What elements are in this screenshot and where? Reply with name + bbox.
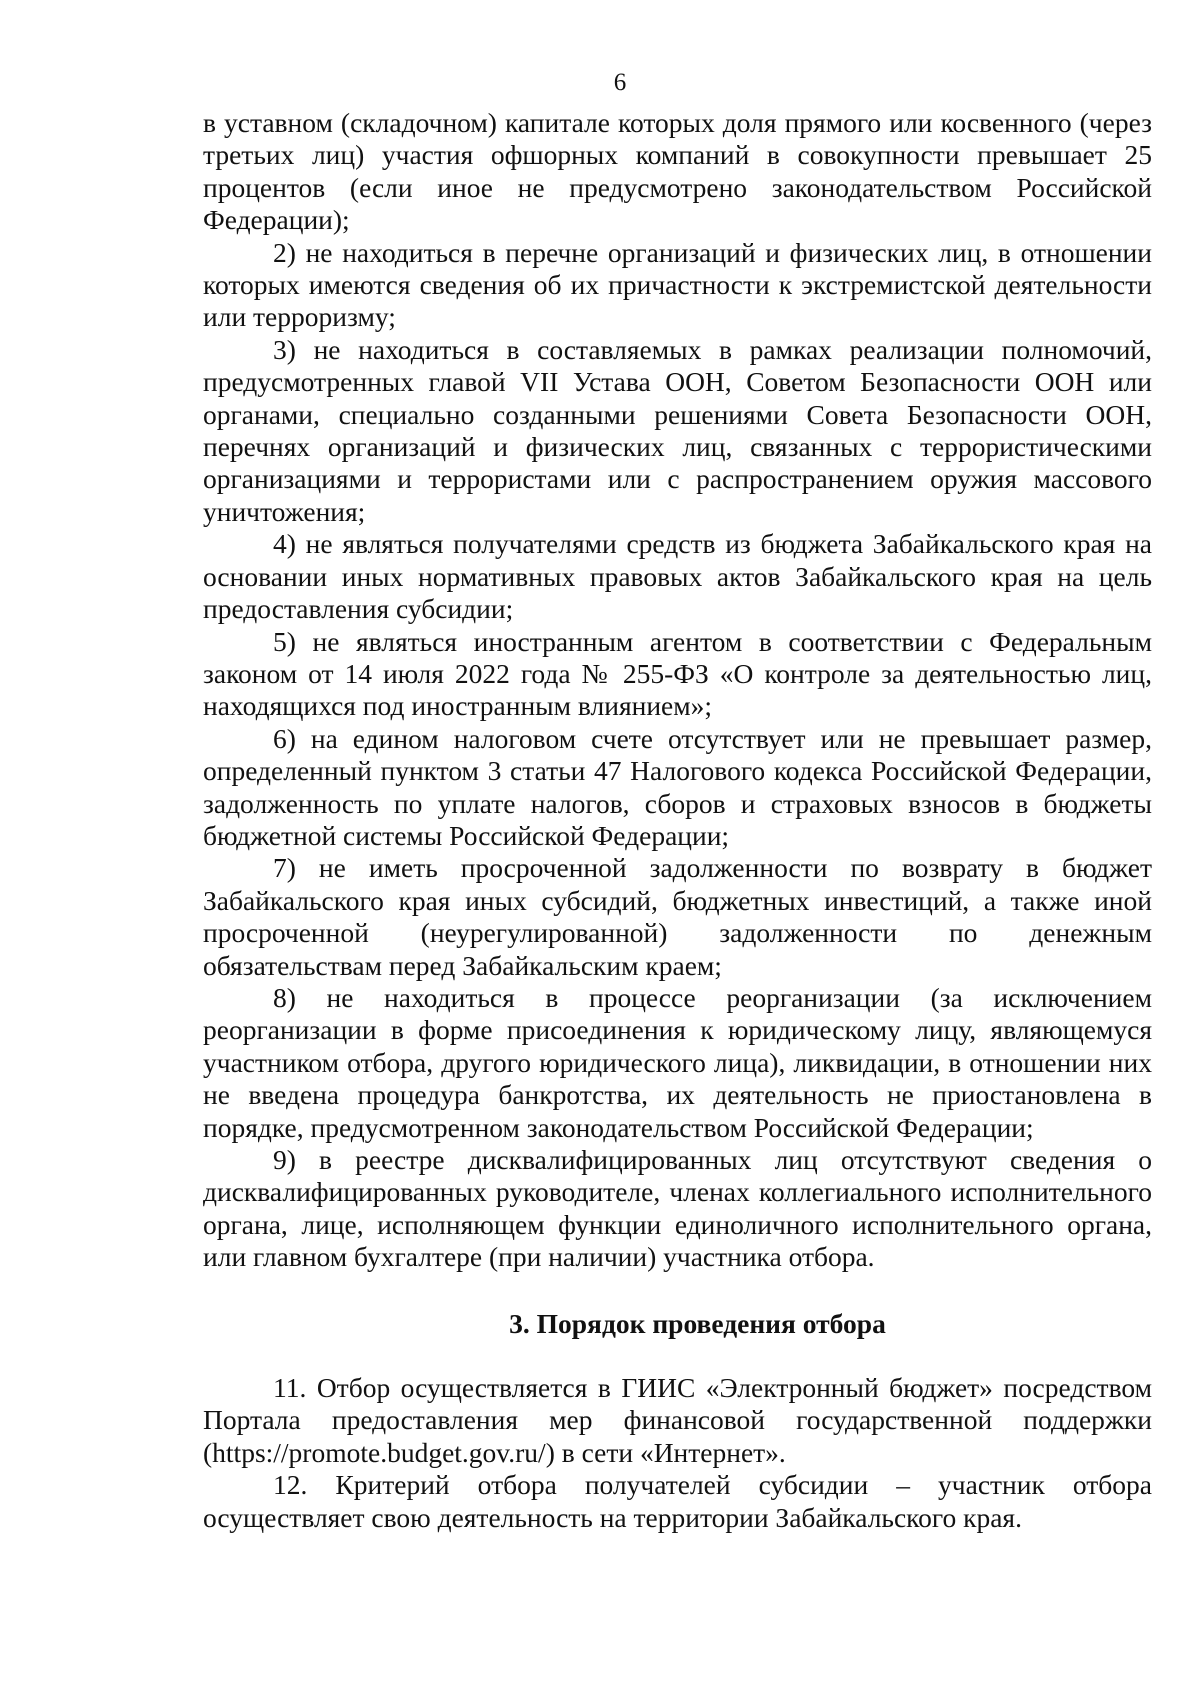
list-item-5: 5) не являться иностранным агентом в соответствии с Федеральным законом от 14 июля 2022 года № 255-ФЗ «О контроле за деятельностью лиц, находящихся под иностранным влиянием»; — [203, 625, 1152, 722]
list-item-4: 4) не являться получателями средств из бюджета Забайкальского края на основании иных нормативных правовых актов Забайкальского края на цель предоставления субсидии; — [203, 528, 1152, 625]
list-item-3: 3) не находиться в составляемых в рамках реализации полномочий, предусмотренных главой VII Устава ООН, Советом Безопасности ООН или органами, специально созданными решениями Совета Безопасности ООН, перечнях организаций и физических лиц, связанных с террористическими организациями и террористами или с распространением оружия массового уничтожения; — [203, 333, 1152, 527]
list-item-6: 6) на едином налоговом счете отсутствует или не превышает размер, определенный пунктом 3 статьи 47 Налогового кодекса Российской Федерации, задолженность по уплате налогов, сборов и страховых взносов в бюджеты бюджетной системы Российской Федерации; — [203, 722, 1152, 851]
list-item-8: 8) не находиться в процессе реорганизации (за исключением реорганизации в форме присоединения к юридическому лицу, являющемуся участником отбора, другого юридического лица), ликвидации, в отношении них не введена процедура банкротства, их деятельность не приостановлена в порядке, предусмотренном законодательством Российской Федерации; — [203, 981, 1152, 1143]
list-item-9: 9) в реестре дисквалифицированных лиц отсутствуют сведения о дисквалифицированных руководителе, членах коллегиального исполнительного органа, лице, исполняющем функции единоличного исполнительного органа, или главном бухгалтере (при наличии) участника отбора. — [203, 1144, 1152, 1273]
section-heading: 3. Порядок проведения отбора — [509, 1307, 886, 1339]
clause-12: 12. Критерий отбора получателей субсидии – участник отбора осуществляет свою деятельность на территории Забайкальского края. — [203, 1469, 1152, 1533]
list-item-2: 2) не находиться в перечне организаций и физических лиц, в отношении которых имеются сведения об их причастности к экстремистской деятельности или терроризму; — [203, 236, 1152, 333]
document-body — [203, 107, 1152, 1534]
paragraph-continuation: в уставном (складочном) капитале которых доля прямого или косвенного (через третьих лиц) участия офшорных компаний в совокупности превышает 25 процентов (если иное не предусмотрено законодательством Российской Федерации); — [203, 107, 1152, 236]
clause-11: 11. Отбор осуществляется в ГИИС «Электронный бюджет» посредством Портала предоставления мер финансовой государственной поддержки (https://promote.budget.gov.ru/) в сети «Интернет». — [203, 1372, 1152, 1468]
list-item-7: 7) не иметь просроченной задолженности по возврату в бюджет Забайкальского края иных субсидий, бюджетных инвестиций, а также иной просроченной (неурегулированной) задолженности по денежным обязательствам перед Забайкальским краем; — [203, 852, 1152, 981]
page-number: 6 — [613, 69, 627, 96]
